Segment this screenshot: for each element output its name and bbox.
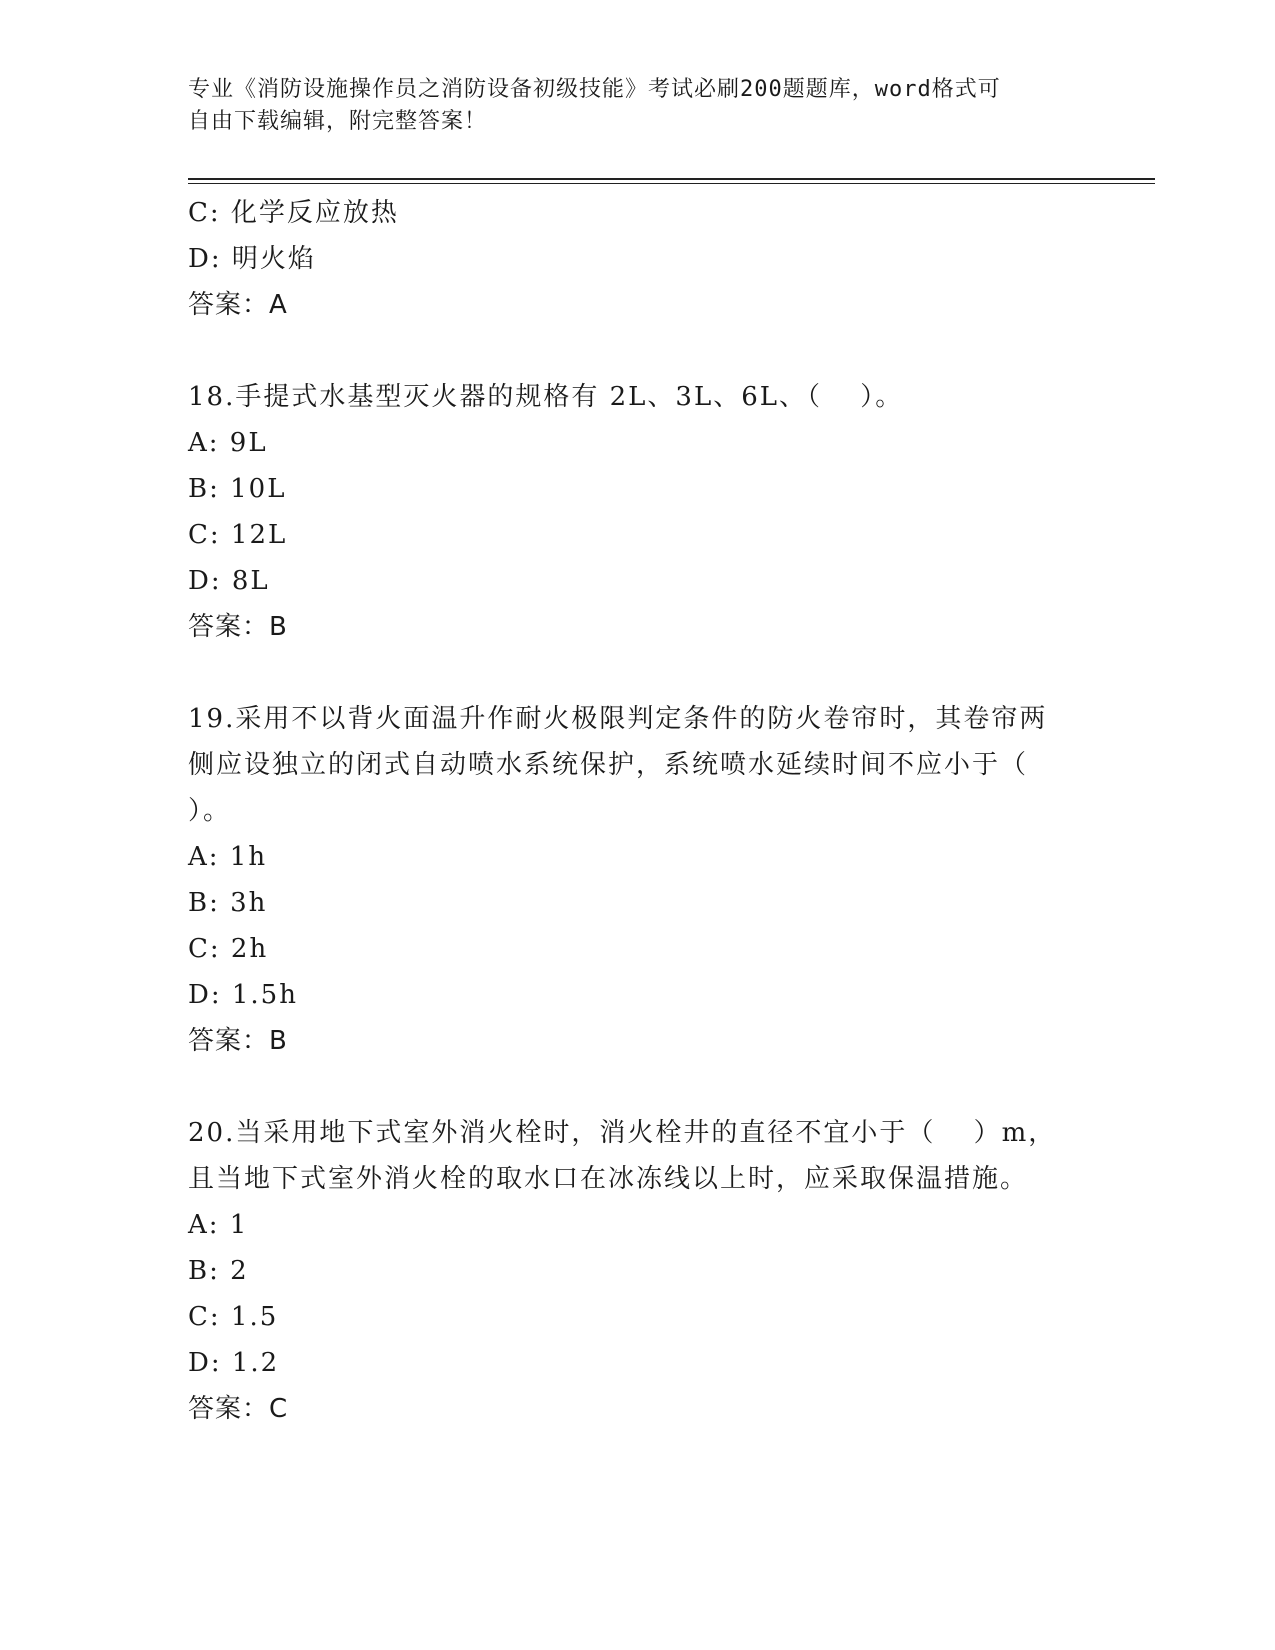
option-c: C: 化学反应放热 <box>188 198 399 228</box>
option-c: C: 2h <box>188 934 269 964</box>
question-18 <box>188 374 1088 650</box>
question-stem-line: 且当地下式室外消火栓的取水口在冰冻线以上时，应采取保温措施。 <box>188 1164 1029 1194</box>
question-list <box>188 190 1088 1432</box>
option-d: D: 1.2 <box>188 1348 280 1378</box>
option-b: B: 3h <box>188 888 268 918</box>
header-divider-thin <box>188 183 1155 184</box>
question-stem-line: 20.当采用地下式室外消火栓时，消火栓井的直径不宜小于（ ）m， <box>188 1118 1057 1148</box>
option-c: C: 1.5 <box>188 1302 279 1332</box>
answer-line: 答案：B <box>188 612 288 642</box>
question-stem-line: 侧应设独立的闭式自动喷水系统保护，系统喷水延续时间不应小于（ <box>188 750 1029 780</box>
option-a: A: 1h <box>188 842 268 872</box>
option-a: A: 1 <box>188 1210 249 1240</box>
header-line-1: 专业《消防设施操作员之消防设备初级技能》考试必刷200题题库，word格式可 <box>188 77 1001 102</box>
option-c: C: 12L <box>188 520 288 550</box>
document-header <box>188 74 1088 138</box>
option-d: D: 8L <box>188 566 270 596</box>
answer-line: 答案：A <box>188 290 288 320</box>
option-b: B: 2 <box>188 1256 249 1286</box>
header-line-2: 自由下载编辑，附完整答案！ <box>188 109 488 134</box>
question-20 <box>188 1110 1088 1432</box>
option-b: B: 10L <box>188 474 287 504</box>
answer-line: 答案：B <box>188 1026 288 1056</box>
option-d: D: 明火焰 <box>188 244 316 274</box>
option-d: D: 1.5h <box>188 980 298 1010</box>
question-stem-line: ）。 <box>188 796 232 826</box>
question-stem-line: 18.手提式水基型灭火器的规格有 2L、3L、6L、（ ）。 <box>188 382 904 412</box>
question-stem-line: 19.采用不以背火面温升作耐火极限判定条件的防火卷帘时，其卷帘两 <box>188 704 1048 734</box>
answer-line: 答案：C <box>188 1394 289 1424</box>
question-17-tail <box>188 190 1088 328</box>
header-divider-thick <box>188 178 1155 180</box>
option-a: A: 9L <box>188 428 268 458</box>
question-19 <box>188 696 1088 1064</box>
